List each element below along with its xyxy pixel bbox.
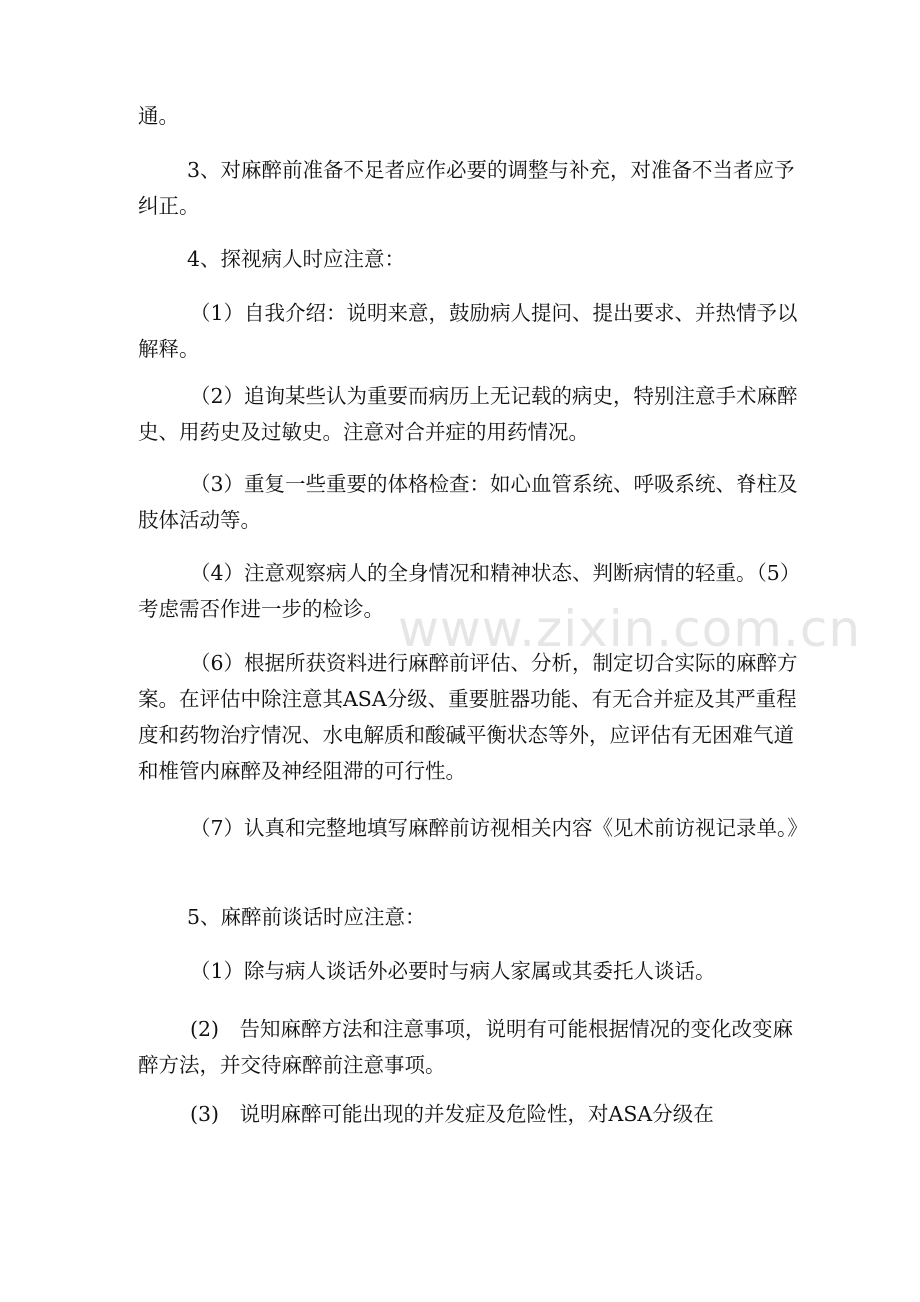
paragraph-subitem-4-5: （4）注意观察病人的全身情况和精神状态、判断病情的轻重。（5）考虑需否作进一步的检诊。 <box>138 561 801 621</box>
paragraph-item-3: 3、对麻醉前准备不足者应作必要的调整与补充，对准备不当者应予纠正。 <box>138 158 795 218</box>
paragraph-item-5-heading: 5、麻醉前谈话时应注意： <box>187 905 426 929</box>
paragraph-talk-subitem-3: (3) 说明麻醉可能出现的并发症及危险性，对ASA分级在 <box>190 1102 714 1126</box>
paragraph-talk-subitem-2: (2) 告知麻醉方法和注意事项，说明有可能根据情况的变化改变麻醉方法，并交待麻醉前注意事项。 <box>138 1017 794 1077</box>
paragraph-talk-subitem-1: （1）除与病人谈话外必要时与病人家属或其委托人谈话。 <box>190 959 716 983</box>
paragraph-subitem-6: （6）根据所获资料进行麻醉前评估、分析，制定切合实际的麻醉方案。在评估中除注意其ASA分级、重要脏器功能、有无合并症及其严重程度和药物治疗情况、水电解质和酸碱平衡状态等外，应评估有无困难气道和椎管内麻醉及神经阻滞的可行性。 <box>138 651 798 783</box>
paragraph-subitem-3: （3）重复一些重要的体格检查：如心血管系统、呼吸系统、脊柱及肢体活动等。 <box>138 472 798 532</box>
paragraph-subitem-1: （1）自我介绍：说明来意，鼓励病人提问、提出要求、并热情予以解释。 <box>138 301 798 361</box>
paragraph-item-4-heading: 4、探视病人时应注意： <box>187 247 406 271</box>
watermark-text: www.zixin.com.cn <box>398 600 862 658</box>
paragraph-continuation: 通。 <box>138 104 179 128</box>
paragraph-subitem-2: （2）追询某些认为重要而病历上无记载的病史，特别注意手术麻醉史、用药史及过敏史。注意对合并症的用药情况。 <box>138 384 798 444</box>
paragraph-subitem-7: （7）认真和完整地填写麻醉前访视相关内容《见术前访视记录单。》 <box>190 816 808 840</box>
